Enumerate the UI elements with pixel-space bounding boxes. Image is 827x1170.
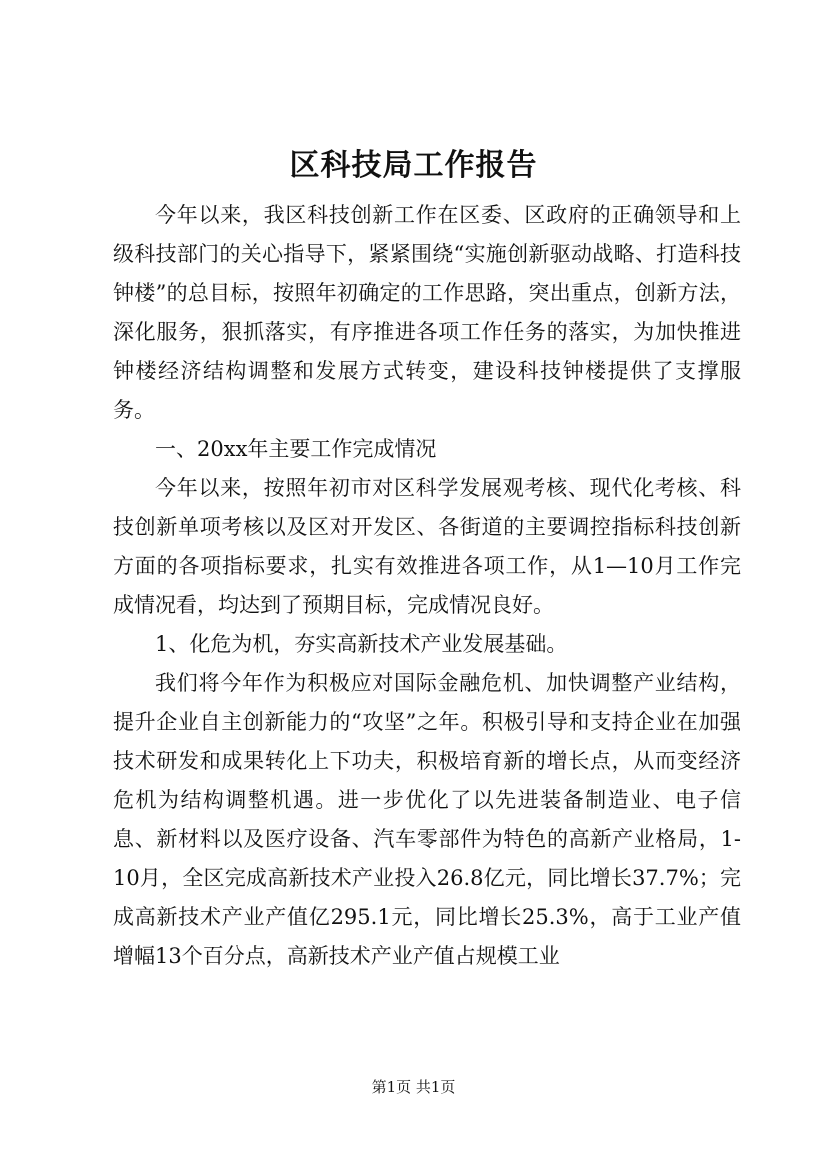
document-body	[113, 196, 741, 976]
page-footer: 第1页 共1页	[371, 1078, 456, 1096]
section-heading-1: 一、20xx年主要工作完成情况	[155, 437, 437, 461]
subsection-heading-1: 1、化危为机，夯实高新技术产业发展基础。	[155, 632, 568, 656]
paragraph-section-1: 今年以来，按照年初市对区科学发展观考核、现代化考核、科技创新单项考核以及区对开发区、各街道的主要调控指标科技创新方面的各项指标要求，扎实有效推进各项工作，从1—10月工作完成情况看，均达到了预期目标，完成情况良好。	[113, 476, 741, 617]
document-title: 区科技局工作报告	[289, 148, 538, 183]
paragraph-intro: 今年以来，我区科技创新工作在区委、区政府的正确领导和上级科技部门的关心指导下，紧紧围绕“实施创新驱动战略、打造科技钟楼”的总目标，按照年初确定的工作思路，突出重点，创新方法，深化服务，狠抓落实，有序推进各项工作任务的落实，为加快推进钟楼经济结构调整和发展方式转变，建设科技钟楼提供了支撑服务。	[113, 203, 741, 422]
paragraph-subsection-1: 我们将今年作为积极应对国际金融危机、加快调整产业结构，提升企业自主创新能力的“攻坚”之年。积极引导和支持企业在加强技术研发和成果转化上下功夫，积极培育新的增长点，从而变经济危机为结构调整机遇。进一步优化了以先进装备制造业、电子信息、新材料以及医疗设备、汽车零部件为特色的高新产业格局，1-10月，全区完成高新技术产业投入26.8亿元，同比增长37.7%；完成高新技术产业产值亿295.1元，同比增长25.3%，高于工业产值增幅13个百分点，高新技术产业产值占规模工业	[113, 671, 741, 968]
